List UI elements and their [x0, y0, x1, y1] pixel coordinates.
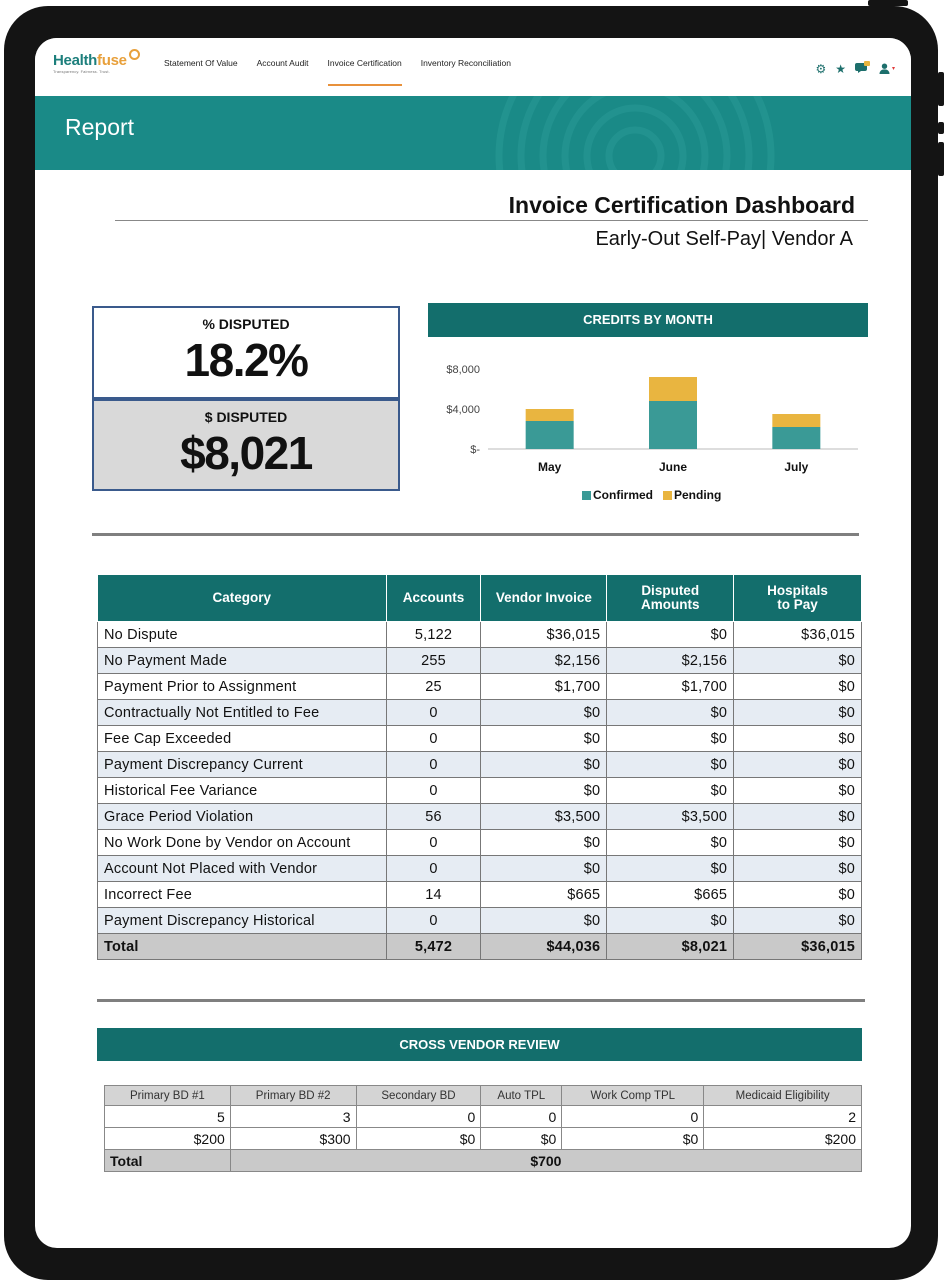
- banner-pattern: [35, 96, 911, 170]
- cell-hospitals-to-pay: $0: [734, 778, 862, 804]
- cell-vendor-invoice: $665: [481, 882, 607, 908]
- cv-cell-counts: 5: [105, 1106, 231, 1128]
- healthfuse-logo[interactable]: [53, 52, 127, 74]
- table-row: [98, 882, 862, 908]
- kpi-percent-value: 18.2%: [184, 334, 308, 386]
- cell-accounts: 25: [386, 674, 481, 700]
- kpi-amount-label: $ DISPUTED: [204, 409, 288, 425]
- table-row: [98, 908, 862, 934]
- nav-item-statement-of-value[interactable]: Statement Of Value: [164, 58, 238, 68]
- cell-hospitals-to-pay: $0: [734, 726, 862, 752]
- cell-accounts: 0: [386, 856, 481, 882]
- kpi-percent-disputed: [92, 306, 400, 399]
- bar-confirmed-may: [526, 421, 574, 449]
- cell-vendor-invoice: $2,156: [481, 648, 607, 674]
- table-row: [98, 830, 862, 856]
- legend-swatch-pending: [663, 491, 672, 500]
- cv-cell-amounts: $0: [481, 1128, 562, 1150]
- tablet-side-button-2: [938, 122, 944, 134]
- kpi-amount-value: $8,021: [180, 427, 312, 479]
- chat-icon[interactable]: [855, 61, 870, 76]
- cell-vendor-invoice: $36,015: [481, 622, 607, 648]
- table-row: [98, 726, 862, 752]
- cell-hospitals-to-pay: $0: [734, 752, 862, 778]
- top-nav: [35, 38, 911, 96]
- col-hospitals-line2: to Pay: [777, 597, 818, 612]
- kpi-amount-disputed: [92, 399, 400, 491]
- cell-accounts: 0: [386, 700, 481, 726]
- cell-hospitals-to-pay: $0: [734, 856, 862, 882]
- cv-col-header[interactable]: Secondary BD: [356, 1086, 481, 1106]
- legend-item-pending: [663, 488, 721, 502]
- cv-col-header[interactable]: Work Comp TPL: [562, 1086, 704, 1106]
- tablet-side-button-3: [938, 142, 944, 176]
- cell-category: No Work Done by Vendor on Account: [98, 830, 387, 856]
- col-accounts[interactable]: Accounts: [386, 575, 481, 622]
- cv-col-header[interactable]: Primary BD #2: [230, 1086, 356, 1106]
- cell-hospitals-to-pay: $0: [734, 700, 862, 726]
- bar-pending-june: [649, 377, 697, 401]
- cell-hospitals-to-pay: $0: [734, 674, 862, 700]
- col-disputed-line1: Disputed: [641, 583, 700, 598]
- cv-cell-amounts: $0: [562, 1128, 704, 1150]
- legend-item-confirmed: [582, 488, 653, 502]
- table-row: [98, 752, 862, 778]
- y-tick-label: $8,000: [446, 364, 480, 376]
- cell-vendor-invoice: $0: [481, 778, 607, 804]
- cell-hospitals-to-pay: $0: [734, 830, 862, 856]
- chart-title: CREDITS BY MONTH: [428, 303, 868, 337]
- y-tick-label: $4,000: [446, 404, 480, 416]
- cv-total-label: Total: [105, 1150, 231, 1172]
- table-row: [98, 622, 862, 648]
- cv-cell-counts: 3: [230, 1106, 356, 1128]
- cv-col-header[interactable]: Medicaid Eligibility: [704, 1086, 862, 1106]
- cell-vendor-invoice: $44,036: [481, 934, 607, 960]
- legend-swatch-confirmed: [582, 491, 591, 500]
- cv-cell-amounts: $200: [105, 1128, 231, 1150]
- col-category[interactable]: Category: [98, 575, 387, 622]
- cell-vendor-invoice: $3,500: [481, 804, 607, 830]
- cv-total-value: $700: [230, 1150, 861, 1172]
- cross-vendor-title: CROSS VENDOR REVIEW: [97, 1028, 862, 1061]
- cell-hospitals-to-pay: $0: [734, 804, 862, 830]
- cell-disputed: $3,500: [607, 804, 734, 830]
- cell-disputed: $0: [607, 830, 734, 856]
- col-hospitals-line1: Hospitals: [767, 583, 828, 598]
- table-total-row: [98, 934, 862, 960]
- cv-cell-counts: 0: [562, 1106, 704, 1128]
- section-divider-2: [97, 999, 865, 1002]
- banner-title: Report: [65, 114, 135, 140]
- cell-category: Payment Discrepancy Historical: [98, 908, 387, 934]
- cell-accounts: 0: [386, 908, 481, 934]
- cv-col-header[interactable]: Auto TPL: [481, 1086, 562, 1106]
- cell-disputed: $665: [607, 882, 734, 908]
- chevron-down-icon[interactable]: ▾: [891, 65, 895, 72]
- table-row: [98, 778, 862, 804]
- cell-vendor-invoice: $1,700: [481, 674, 607, 700]
- cell-disputed: $0: [607, 700, 734, 726]
- gear-icon[interactable]: ⚙: [815, 61, 827, 76]
- cv-header-row: [105, 1086, 862, 1106]
- logo-tagline: Transparency. Fairness. Trust.: [53, 69, 110, 74]
- logo-name-part-b: fuse: [97, 52, 127, 69]
- cell-accounts: 5,122: [386, 622, 481, 648]
- cell-vendor-invoice: $0: [481, 752, 607, 778]
- title-divider: [115, 220, 868, 221]
- legend-label-confirmed: Confirmed: [593, 488, 653, 502]
- category-table: [97, 574, 862, 960]
- cell-disputed: $0: [607, 908, 734, 934]
- cell-disputed: $0: [607, 622, 734, 648]
- cv-cell-amounts: $200: [704, 1128, 862, 1150]
- cv-cell-counts: 2: [704, 1106, 862, 1128]
- cell-accounts: 0: [386, 752, 481, 778]
- cell-vendor-invoice: $0: [481, 908, 607, 934]
- bar-pending-may: [526, 409, 574, 421]
- x-tick-label: June: [658, 460, 688, 474]
- cv-total-row: [105, 1150, 862, 1172]
- cell-disputed: $0: [607, 856, 734, 882]
- cell-vendor-invoice: $0: [481, 830, 607, 856]
- cell-category: Payment Discrepancy Current: [98, 752, 387, 778]
- cell-hospitals-to-pay: $0: [734, 648, 862, 674]
- cell-category: Incorrect Fee: [98, 882, 387, 908]
- cross-vendor-table: [104, 1085, 862, 1172]
- section-divider-1: [92, 533, 859, 536]
- nav-menu: [164, 58, 530, 86]
- tablet-top-button: [868, 0, 908, 6]
- x-tick-label: July: [784, 460, 809, 474]
- cv-counts-row: [105, 1106, 862, 1128]
- cell-accounts: 0: [386, 726, 481, 752]
- cell-accounts: 0: [386, 830, 481, 856]
- screen: [35, 38, 911, 1248]
- cell-disputed: $1,700: [607, 674, 734, 700]
- cell-category: Contractually Not Entitled to Fee: [98, 700, 387, 726]
- cell-disputed: $2,156: [607, 648, 734, 674]
- nav-item-inventory-reconciliation[interactable]: Inventory Reconciliation: [420, 58, 511, 68]
- cell-hospitals-to-pay: $36,015: [734, 934, 862, 960]
- table-row: [98, 700, 862, 726]
- bar-confirmed-july: [772, 427, 820, 449]
- cell-accounts: 56: [386, 804, 481, 830]
- col-disputed-line2: Amounts: [640, 597, 700, 612]
- cell-accounts: 0: [386, 778, 481, 804]
- cell-category: Historical Fee Variance: [98, 778, 387, 804]
- cell-category: No Payment Made: [98, 648, 387, 674]
- table-row: [98, 804, 862, 830]
- table-row: [98, 856, 862, 882]
- cv-cell-amounts: $300: [230, 1128, 356, 1150]
- nav-item-account-audit[interactable]: Account Audit: [256, 58, 309, 68]
- x-tick-label: May: [537, 460, 562, 474]
- cell-vendor-invoice: $0: [481, 856, 607, 882]
- user-icon[interactable]: [879, 63, 895, 75]
- cell-accounts: 255: [386, 648, 481, 674]
- cv-col-header[interactable]: Primary BD #1: [105, 1086, 231, 1106]
- cell-category: Payment Prior to Assignment: [98, 674, 387, 700]
- cell-hospitals-to-pay: $0: [734, 908, 862, 934]
- chart-legend: [582, 488, 731, 502]
- bar-confirmed-june: [649, 401, 697, 449]
- y-tick-label: $-: [470, 444, 480, 456]
- cell-disputed: $0: [607, 752, 734, 778]
- table-header-row: [98, 575, 862, 622]
- table-row: [98, 674, 862, 700]
- cell-vendor-invoice: $0: [481, 726, 607, 752]
- table-row: [98, 648, 862, 674]
- col-hospitals-to-pay[interactable]: [734, 575, 862, 622]
- nav-icons: [806, 61, 895, 76]
- cell-hospitals-to-pay: $36,015: [734, 622, 862, 648]
- cell-category: Grace Period Violation: [98, 804, 387, 830]
- legend-label-pending: Pending: [674, 488, 722, 502]
- cell-category: Fee Cap Exceeded: [98, 726, 387, 752]
- cell-hospitals-to-pay: $0: [734, 882, 862, 908]
- bar-pending-july: [772, 414, 820, 427]
- cell-disputed: $8,021: [607, 934, 734, 960]
- logo-name-part-a: Health: [53, 52, 98, 69]
- cell-category: No Dispute: [98, 622, 387, 648]
- tablet-side-button: [938, 72, 944, 106]
- cv-cell-amounts: $0: [356, 1128, 481, 1150]
- cell-category: Total: [98, 934, 387, 960]
- cv-cell-counts: 0: [481, 1106, 562, 1128]
- cell-disputed: $0: [607, 726, 734, 752]
- dashboard-subtitle: Early-Out Self-Pay| Vendor A: [595, 228, 853, 250]
- logo-wordmark: [53, 52, 127, 69]
- cv-cell-counts: 0: [356, 1106, 481, 1128]
- cell-category: Account Not Placed with Vendor: [98, 856, 387, 882]
- sun-icon: [129, 49, 140, 60]
- credits-by-month-chart: [428, 343, 868, 483]
- cell-accounts: 14: [386, 882, 481, 908]
- dashboard-title: Invoice Certification Dashboard: [508, 192, 855, 218]
- cell-vendor-invoice: $0: [481, 700, 607, 726]
- col-vendor-invoice[interactable]: Vendor Invoice: [481, 575, 607, 622]
- report-banner: [35, 96, 911, 170]
- kpi-percent-label: % DISPUTED: [202, 316, 290, 332]
- nav-item-invoice-certification[interactable]: Invoice Certification: [328, 58, 402, 86]
- cv-amounts-row: [105, 1128, 862, 1150]
- cell-disputed: $0: [607, 778, 734, 804]
- star-icon[interactable]: ★: [835, 61, 846, 76]
- cell-accounts: 5,472: [386, 934, 481, 960]
- col-disputed-amounts[interactable]: [607, 575, 734, 622]
